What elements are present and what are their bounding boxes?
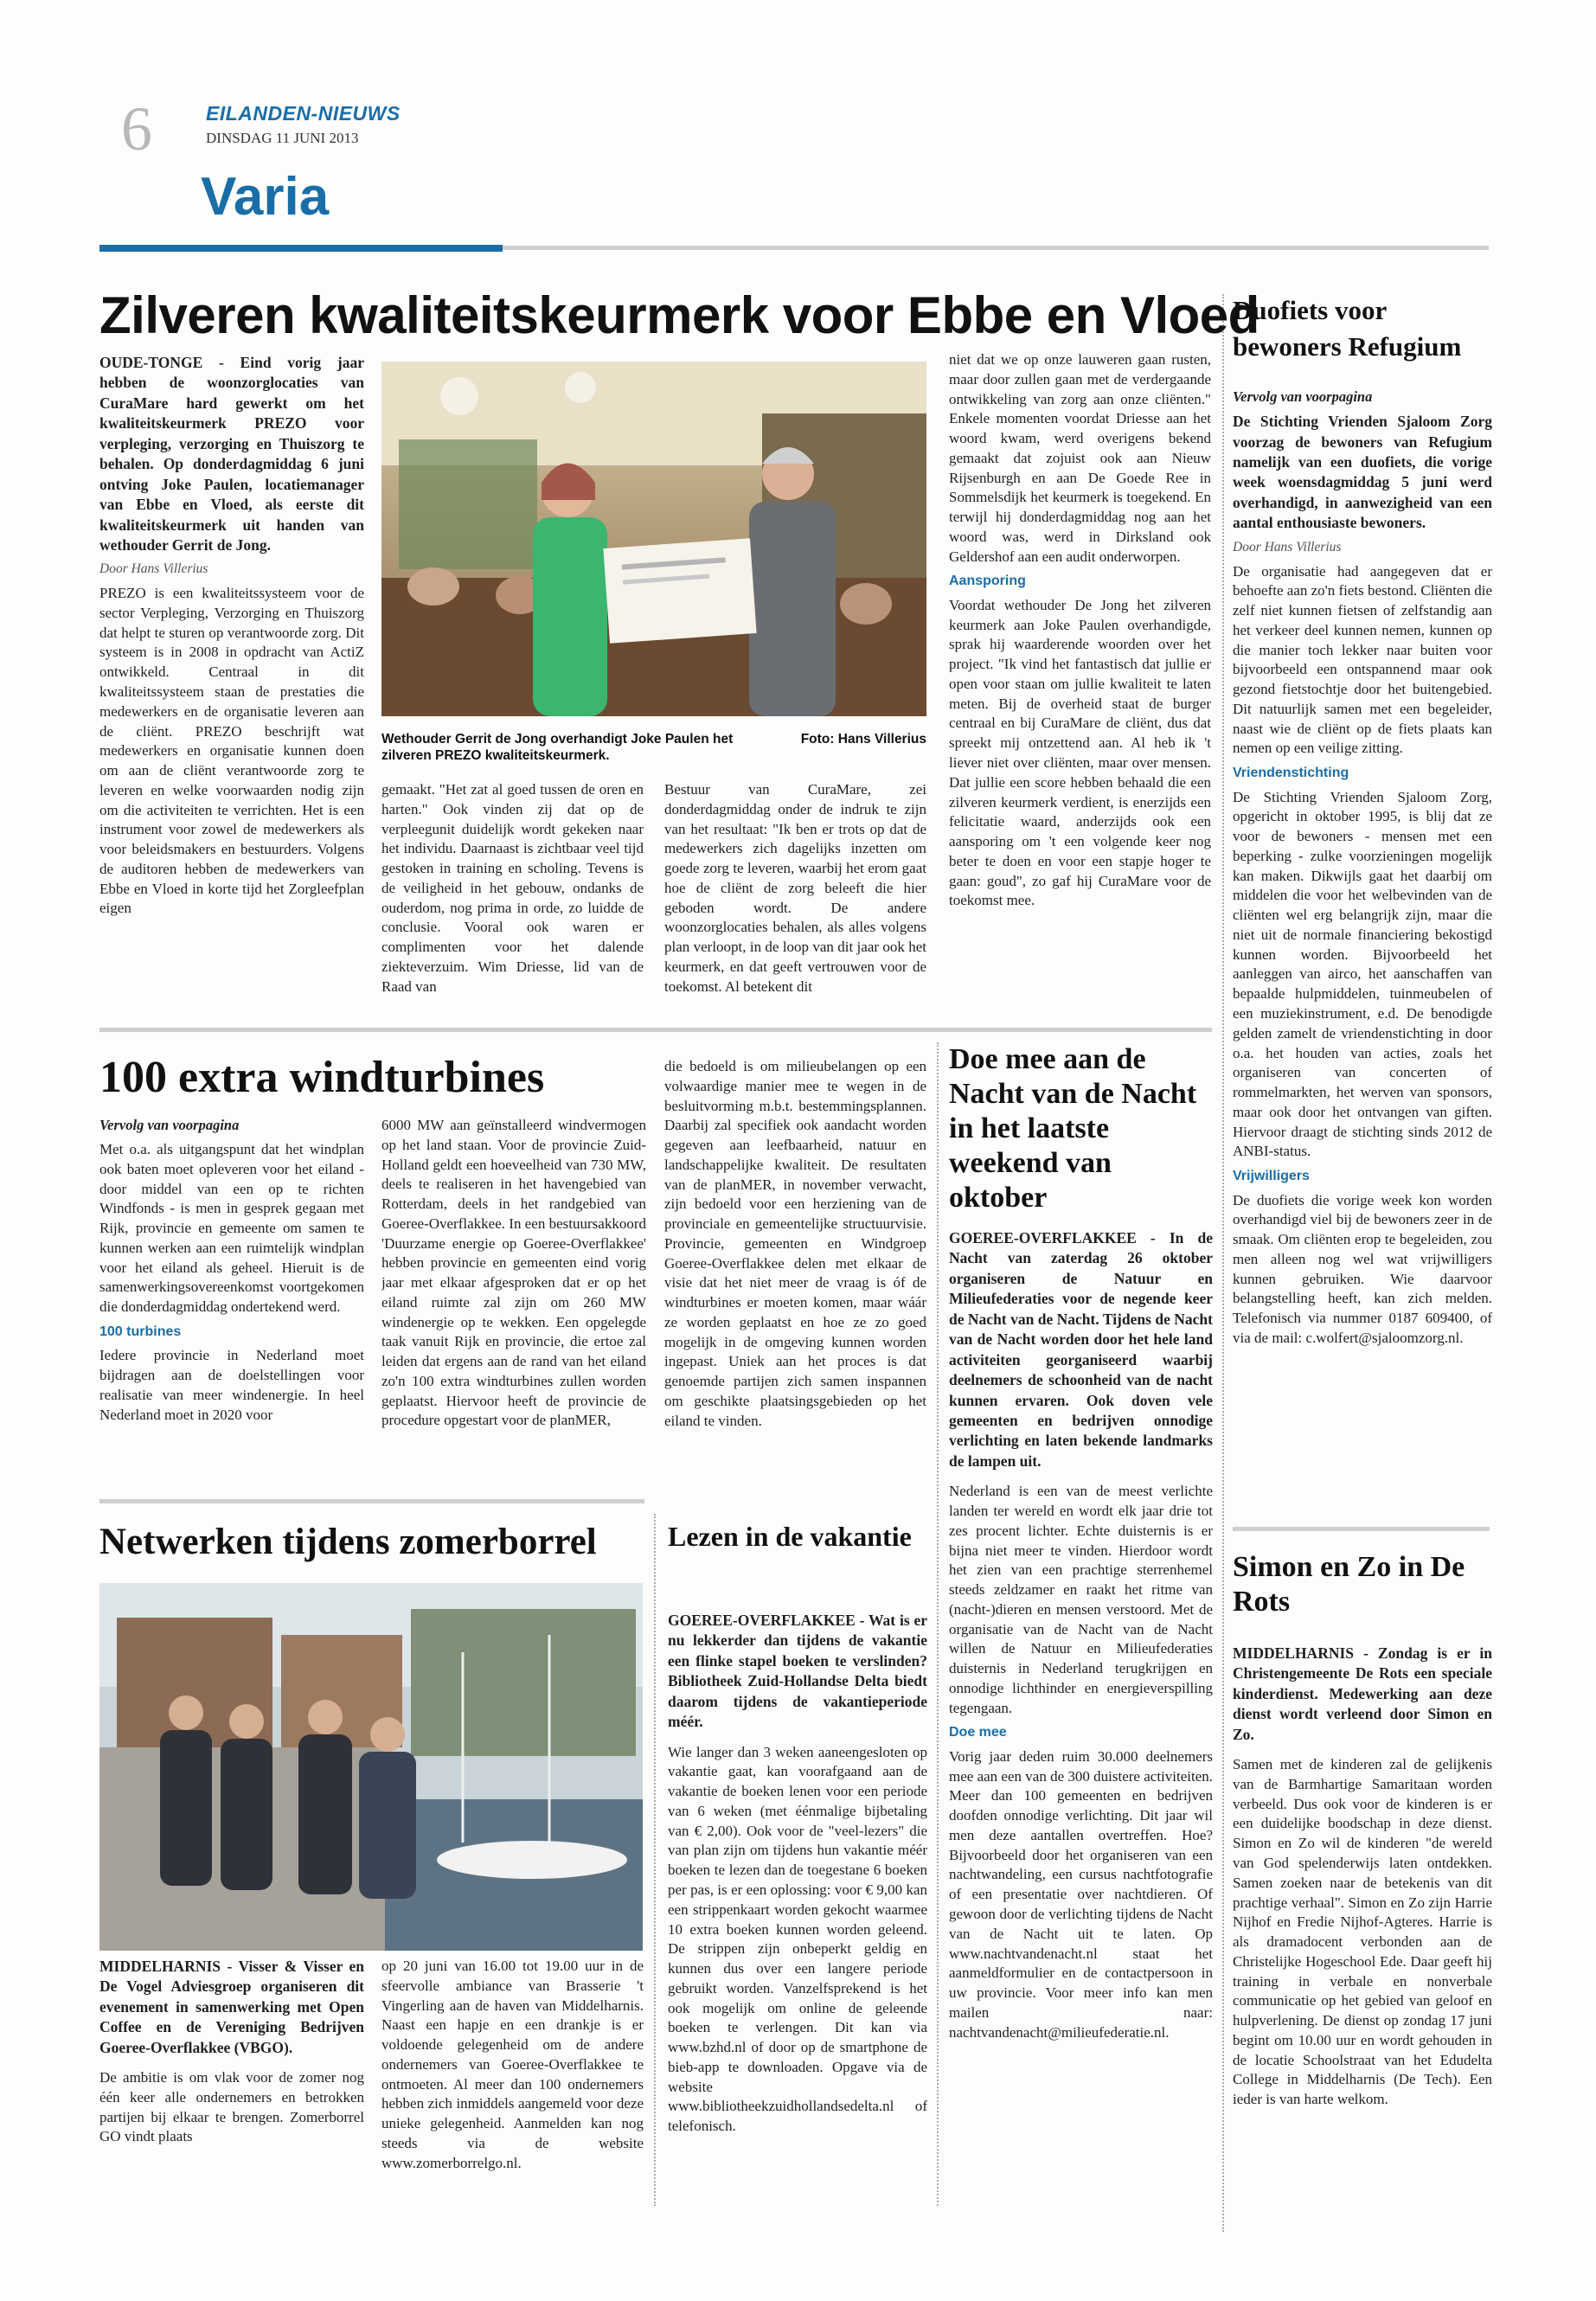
article3-column-1 [99, 1957, 364, 2216]
article4-intro: GOEREE-OVERFLAKKEE - Wat is er nu lekkerder dan tijdens de vakantie een flinke stapel boeken te verslinden? Bibliotheek Zuid-Hollandse Delta biedt daarom tijdens de vakantieperiode méér. [668, 1612, 927, 1731]
article1-photo [381, 362, 926, 716]
newspaper-logo: EILANDEN-NIEUWS [206, 102, 401, 125]
column-divider [937, 1042, 939, 2206]
article6-headline: Duofiets voor bewoners Refugium [1233, 295, 1462, 362]
article1-photo-caption: Wethouder Gerrit de Jong overhandigt Joke Paulen het zilveren PREZO kwaliteitskeurmerk. [381, 732, 734, 764]
article3-intro: MIDDELHARNIS - Visser & Visser en De Vogel Adviesgroep organiseren dit evenement in samenwerking met Open Coffee en de Vereniging Bedrijven Goeree-Overflakkee (VBGO). [99, 1958, 364, 2056]
article6-byline: Door Hans Villerius [1233, 539, 1342, 554]
article3-col2-body: op 20 juni van 16.00 tot 19.00 uur in de sfeervolle ambiance van Brasserie 't Vingerling aan de haven van Middelharnis. Naast een hapje en een drankje is er voldoende gelegenheid om de andere ondernemers van Goeree-Overflakkee te ontmoeten. Al meer dan 100 ondernemers hebben zich inmiddels aangemeld voor deze unieke gelegenheid. Aanmelden kan nog steeds via de website www.zomerborrelgo.nl. [381, 1958, 644, 2171]
section-rule [503, 246, 1489, 250]
article3-column-2 [381, 1957, 644, 2216]
harbour-group-photo [99, 1583, 643, 1951]
article5-headline: Doe mee aan de Nacht van de Nacht in het laatste weekend van oktober [949, 1043, 1197, 1215]
article1-column-3 [664, 780, 926, 1012]
article1-intro: OUDE-TONGE - Eind vorig jaar hebben de woonzorglocaties van CuraMare hard gewerkt om het kwaliteitskeurmerk PREZO voor verpleging, verzorging en Thuiszorg te behalen. Op donderdagmiddag 6 juni ontving Joke Paulen, locatiemanager van Ebbe en Vloed, als eerste dit kwaliteitskeurmerk uit handen van wethouder Gerrit de Jong. [99, 354, 364, 554]
article6-body1: De organisatie had aangegeven dat er behoefte aan zo'n fiets bestond. Cliënten die zelf niet kunnen fietsen of zelfstandig aan het verkeer deel kunnen nemen, kunnen op die manier toch lekker naar buiten voor bijvoorbeeld een ontspannend maar ook gezond fietstochtje door het buitengebied. Dit natuurlijk samen met een begeleider, naast wie de cliënt op de fiets plaats kan nemen op een veilige zitting. [1233, 562, 1492, 757]
article1-photo-credit: Foto: Hans Villerius [800, 732, 926, 747]
page-number: 6 [121, 94, 152, 163]
article2-subhead: 100 turbines [99, 1324, 182, 1339]
article6-column [1233, 388, 1492, 1512]
article1-col2-body: gemaakt. "Het zat al goed tussen de oren en harten." Ook vinden zij dat op de verpleegunit duidelijk wordt gekeken naar het individu. Daarnaast is zichtbaar veel tijd gestoken in training en scholing. Tevens is de veiligheid in het gebouw, ondanks de ouderdom, nog prima in orde, zo luidde de conclusie. Vooral ook waren er complimenten voor het dalende ziekteverzuim. Wim Driesse, lid van de Raad van [381, 781, 644, 995]
article6-subhead-2: Vrijwilligers [1233, 1169, 1310, 1184]
article2-column-1 [99, 1116, 364, 1479]
article5-body2: Vorig jaar deden ruim 30.000 deelnemers mee aan een van de 300 duistere activiteiten. Meer dan 100 gemeenten en bedrijven doofden onnodige verlichting. Dit jaar wil men deze aantallen overtreffen. Hoe? Bijvoorbeeld door het organiseren van een nachtwandeling, een cursus nachtfotografie of een presentatie over nachtdieren. Of gewoon door de verlichting tijdens de Nacht van de Nacht uit te laten. Op www.nachtvandenacht.nl staat het aanmeldformulier en de contactpersoon in uw provincie. Voor meer info kan men mailen naar: nachtvandenacht@milieufederatie.nl. [949, 1747, 1213, 2041]
article2-continued: Vervolg van voorpagina [99, 1117, 240, 1133]
article5-subhead: Doe mee [949, 1725, 1007, 1740]
article2-column-2 [381, 1116, 646, 1479]
article2-headline: 100 extra windturbines [99, 1053, 545, 1102]
article7-intro: MIDDELHARNIS - Zondag is er in Christengemeente De Rots een speciale kinderdienst. Medewerking aan deze dienst wordt verleend door Simon en Zo. [1233, 1644, 1492, 1743]
article1-col1-body: PREZO is een kwaliteitssysteem voor de sector Verpleging, Verzorging en Thuiszorg dat helpt te sturen op verantwoorde zorg. Dit systeem is in 2008 in opdracht van ActiZ ontwikkeld. Centraal in dit kwaliteitssysteem staan de prestaties die medewerkers en de organisatie leveren aan de cliënt. PREZO beschrijft wat medewerkers en organisatie kunnen doen om aan de cliënt verantwoorde zorg te leveren en welke voorwaarden nodig zijn om die activiteiten te verrichten. Het is een instrument voor zowel de medewerkers als voor beleidsmakers en bestuurders. Volgens de auditoren hebben de medewerkers van Ebbe en Vloed in korte tijd het Zorgleefplan eigen [99, 585, 364, 917]
article6-continued: Vervolg van voorpagina [1233, 388, 1373, 405]
section-rule-accent [99, 245, 503, 252]
article2-col3-body: die bedoeld is om milieubelangen op een volwaardige manier mee te wegen in de besluitvorming m.b.t. bestemmingsplannen. Daarbij zal specifiek ook aandacht worden gegeven aan leefbaarheid, natuur en landschappelijke kwaliteit. De resultaten van de planMER, in november verwacht, zijn bedoeld voor een herziening van de provinciale en gemeentelijke structuurvisie. Provincie, gemeenten en Windgroep Goeree-Overflakkee delen met elkaar de visie dat het niet meer de vraag is óf de windturbines er moeten komen, maar wáár ze worden geplaatst en hoe ze zo goed mogelijk in de omgeving kunnen worden ingepast. Uniek aan het proces is dat genoemde partijen zich samen inspannen om geschikte plaatsingsgebieden op het eiland te vinden. [664, 1058, 926, 1429]
article6-subhead-1: Vriendenstichting [1233, 766, 1349, 781]
article2-col1-body: Met o.a. als uitgangspunt dat het windplan ook baten moet opleveren voor het eiland - door middel van een op te richten Windfonds - is men in gesprek gegaan met Rijk, provincie en gemeente om samen te kunnen werken aan een ruimtelijk windplan voor het eiland als geheel. Hieruit is de samenwerkingsovereenkomst voortgekomen die donderdagmiddag ondertekend werd. [99, 1141, 364, 1316]
section-title: Varia [201, 167, 330, 227]
article6-intro: De Stichting Vrienden Sjaloom Zorg voorzag de bewoners van Refugium namelijk van een duofiets, die vorige week woensdagmiddag 5 juni werd overhandigd, in aanwezigheid van een aantal enthousiaste bewoners. [1233, 413, 1492, 532]
article4-column [668, 1611, 927, 2216]
article1-subhead: Aansporing [949, 574, 1026, 589]
article1-col4-body2: Voordat wethouder De Jong het zilveren keurmerk aan Joke Paulen overhandigde, sprak hij waarderende woorden over het project. "Ik vind het fantastisch dat jullie er open voor staan om jullie kwaliteit te laten meten. Bij de overheid staat de burger centraal en bij CuraMare de cliënt, dus dat spreekt mij ontzettend aan. Al heb ik 't liever niet over cliënten, maar over mensen. Dat jullie een score hebben behaald die een zilveren keurmerk verdient, is enerzijds een felicitatie waard, anderzijds ook een aansporing om 't een volgende keer nog beter te doen en voor een stapje hoger te gaan: goud", zo gaf hij CuraMare voor de toekomst mee. [949, 596, 1211, 909]
column-divider [654, 1514, 656, 2206]
issue-date: DINSDAG 11 JUNI 2013 [206, 130, 359, 146]
article7-body: Samen met de kinderen zal de gelijkenis van de Barmhartige Samaritaan worden verbeeld. Dus ook voor de kinderen is er een duidelijke boodschap in deze dienst. Simon en Zo wil de kinderen "de wereld van God spelenderwijs laten ontdekken. Samen zoeken naar de betekenis van dit prachtige verhaal". Simon en Zo zijn Harrie Nijhof en Fredie Nijhof-Agteres. Harrie is als dramadocent verbonden aan de Christelijke Hogeschool Ede. Daar geeft hij training in verbale en nonverbale communicatie op het gebied van geloof en hulpverlening. De dienst op zondag 17 juni begint om 10.00 uur en wordt gehouden in de locatie Schoolstraat van het Edudelta College in Middelharnis (De Tech). Een ieder is van harte welkom. [1233, 1756, 1492, 2108]
article6-body3: De duofiets die vorige week kon worden overhandigd viel bij de bewoners zeer in de smaak. Om cliënten erop te begeleiden, zou men alleen nog wel wat vrijwilligers kunnen gebruiken. Wie daarvoor belangstelling heeft, kan zich melden. Telefonisch via nummer 0187 609400, of via de mail: c.wolfert@sjaloomzorg.nl. [1233, 1191, 1492, 1346]
article7-column [1233, 1644, 1492, 2232]
article3-col1-body: De ambitie is om vlak voor de zomer nog één keer alle ondernemers en betrokken partijen bij elkaar te brengen. Zomerborrel GO vindt plaats [99, 2069, 364, 2145]
article2-col2-body: 6000 MW aan geïnstalleerd windvermogen op het land staan. Voor de provincie Zuid-Holland geldt een hoeveelheid van 730 MW, deels te realiseren in het havengebied van Rotterdam, deels in het randgebied van Goeree-Overflakkee. In een bestuursakkoord 'Duurzame energie op Goeree-Overflakkee' hebben provincie en gemeenten eind vorig jaar met elkaar afgesproken dat er op het eiland ruimte zal zijn om 260 MW windenergie op te wekken. Een opgelegde taak vanuit Rijk en provincie, die ertoe zal leiden dat ergens aan de rand van het eiland zo'n 100 extra windturbines zullen worden geplaatst. Hiervoor heeft de provincie de procedure opgestart voor de planMER, [381, 1117, 646, 1429]
article4-headline: Lezen in de vakantie [668, 1521, 912, 1552]
article1-column-4 [949, 350, 1211, 1008]
article-divider [1233, 1527, 1490, 1531]
article1-column-1 [99, 353, 364, 1010]
award-ceremony-photo [381, 362, 926, 716]
article5-body1: Nederland is een van de meest verlichte landen ter wereld en wordt elk jaar drie tot zes procent lichter. Echte duisternis is er bijna niet meer te vinden. Hierdoor wordt het zien van een prachtige sterrenhemel steeds zeldzamer en raakt het ritme van (nacht-)dieren en mensen verstoord. Met de organisatie van de Nacht van de Nacht willen de Natuur en Milieufederaties duisternis in Nederland terugkrijgen en onnodige lichthinder en energieverspilling tegengaan. [949, 1483, 1213, 1716]
article7-headline: Simon en Zo in De Rots [1233, 1551, 1465, 1618]
article1-byline: Door Hans Villerius [99, 561, 208, 577]
article1-col3-body: Bestuur van CuraMare, zei donderdagmiddag onder de indruk te zijn van het resultaat: "Ik ben er trots op dat de medewerkers zich dagelijks inzetten om goede zorg te leveren, waarbij het erom gaat hoe de cliënt de zorg beleeft die hier geboden wordt. De andere woonzorglocaties behalen, als alles volgens plan verloopt, in de loop van dit jaar ook het keurmerk, en dat geeft vertrouwen voor de toekomst. Al betekent dit [664, 781, 926, 995]
article1-headline: Zilveren kwaliteitskeurmerk voor Ebbe en Vloed [99, 286, 1259, 344]
article1-col4-body1: niet dat we op onze lauweren gaan rusten, maar door zullen gaan met de verdergaande ontwikkeling van zorg aan onze cliënten." Enkele momenten voordat Driesse aan het woord kwam, werd overigens bekend gemaakt dat zojuist ook aan Nieuw Rijsenburgh en aan De Goede Ree in Sommelsdijk het keurmerk is toegekend. En terwijl hij donderdagmiddag nog aan het woord was, werd in Dirksland ook Geldershof aan een audit onderworpen. [949, 351, 1211, 565]
article3-photo [99, 1583, 643, 1951]
article5-intro: GOEREE-OVERFLAKKEE - In de Nacht van zaterdag 26 oktober organiseren de Natuur en Milieufederaties voor de negende keer de Nacht van de Nacht. Tijdens de Nacht van de Nacht worden door het hele land activiteiten georganiseerd waarbij deelnemers de schoonheid van de nacht kunnen ervaren. Ook doven vele gemeenten en bedrijven onnodige verlichting en laten bekende landmarks de lampen uit. [949, 1229, 1213, 1470]
column-divider [1222, 294, 1224, 2232]
article-divider [99, 1028, 1212, 1032]
article5-column [949, 1228, 1213, 2223]
article1-column-2 [381, 780, 644, 1012]
article-divider [99, 1499, 644, 1503]
article2-col1-body2: Iedere provincie in Nederland moet bijdragen aan de doelstellingen voor realisatie van meer windenergie. In heel Nederland moet in 2020 voor [99, 1347, 364, 1423]
article2-column-3 [664, 1057, 926, 1481]
article3-headline: Netwerken tijdens zomerborrel [99, 1522, 597, 1562]
article4-body: Wie langer dan 3 weken aaneengesloten op vakantie gaat, kan voorafgaand aan de vakantie de boeken lenen voor een periode van 6 weken (met éénmalige bijbetaling van € 2,00). Ook voor de "veel-lezers" die van plan zijn om tijdens hun vakantie méér boeken te lezen dan de toegestane 6 boeken per pas, is er een oplossing: voor € 9,00 kan een strippenkaart worden gekocht waarmee 10 extra boeken kunnen worden geleend. De strippen zijn onbeperkt geldig en kunnen dus over een langere periode gebruikt worden. Vanzelfsprekend is het ook mogelijk om online de geleende boeken te verlengen. Dit kan via www.bzhd.nl of door op de smartphone de bieb-app te downloaden. Opgave via de website www.bibliotheekzuidhollandsedelta.nl of telefonisch. [668, 1743, 927, 2135]
article6-body2: De Stichting Vrienden Sjaloom Zorg, opgericht in oktober 1995, is blij dat ze voor de bewoners - mensen met een beperking - zulke voorzieningen mogelijk kan maken. Dikwijls gaat het daarbij om middelen die voor het welbevinden van de cliënten wel erg belangrijk zijn, maar die niet uit de normale financiering bekostigd kunnen worden. Bijvoorbeeld het aanleggen van airco, het aanschaffen van bepaalde hulpmiddelen, tuinmeubelen of een muziekinstrument, e.d. De benodigde gelden zamelt de vriendenstichting in door o.a. het houden van acties, zoals het organiseren van concerten of rommelmarkten, het werven van sponsors, maar ook door het ontvangen van giften. Hiervoor draagt de stichting sinds 2012 de ANBI-status. [1233, 788, 1492, 1160]
